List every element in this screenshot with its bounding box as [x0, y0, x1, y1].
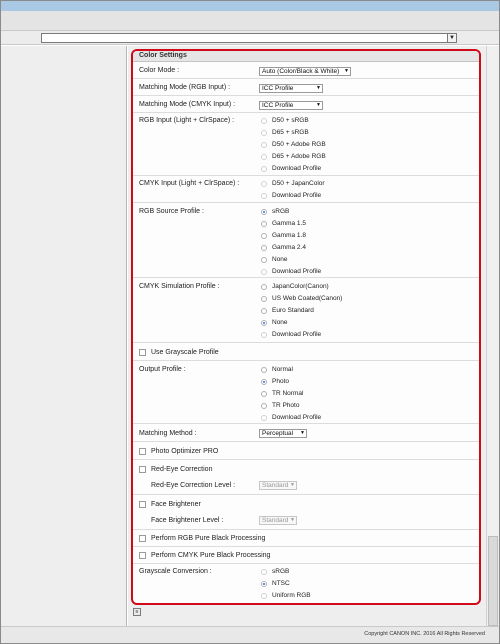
photo-optimizer-checkbox[interactable]	[139, 448, 146, 455]
radio-selected-icon[interactable]	[261, 581, 267, 587]
address-dropdown-icon[interactable]: ▼	[447, 34, 456, 42]
red-eye-level-select[interactable]	[259, 481, 297, 490]
row-rgb-pure-black	[133, 531, 479, 547]
matching-method-value: Perceptual	[262, 430, 294, 437]
radio-icon[interactable]	[261, 367, 267, 373]
matching-method-label: Matching Method :	[139, 430, 197, 437]
option-label: TR Normal	[272, 390, 304, 397]
red-eye-level-label: Red-Eye Correction Level :	[151, 482, 236, 489]
option-label: Normal	[272, 366, 293, 373]
option-label: D65 + sRGB	[272, 129, 309, 136]
row-cmyk-sim	[133, 279, 479, 343]
radio-icon[interactable]	[261, 257, 267, 263]
left-pane	[1, 46, 127, 626]
row-grayscale-conversion	[133, 565, 479, 605]
matching-method-select[interactable]	[259, 429, 307, 438]
option-label: TR Photo	[272, 402, 300, 409]
rgb-pure-black-label: Perform RGB Pure Black Processing	[151, 535, 266, 542]
row-matching-method	[133, 425, 479, 442]
title-bar	[1, 1, 499, 11]
radio-icon[interactable]	[261, 332, 267, 338]
row-face-brightener	[133, 496, 479, 530]
option-label: Download Profile	[272, 192, 322, 199]
option-label: Euro Standard	[272, 307, 314, 314]
face-brightener-label: Face Brightener	[151, 501, 201, 508]
radio-icon[interactable]	[261, 221, 267, 227]
radio-icon[interactable]	[261, 593, 267, 599]
radio-icon[interactable]	[261, 269, 267, 275]
option-label: NTSC	[272, 580, 290, 587]
option-label: D50 + JapanColor	[272, 180, 325, 187]
option-label: Uniform RGB	[272, 592, 311, 599]
row-matching-rgb	[133, 80, 479, 96]
color-mode-select[interactable]	[259, 67, 351, 76]
radio-selected-icon[interactable]	[261, 320, 267, 326]
status-bar	[1, 626, 499, 643]
use-grayscale-label: Use Grayscale Profile	[151, 349, 219, 356]
radio-icon[interactable]	[261, 154, 267, 160]
chevron-down-icon: ▼	[300, 430, 305, 436]
red-eye-label: Red-Eye Correction	[151, 466, 213, 473]
radio-icon[interactable]	[261, 118, 267, 124]
option-label: D65 + Adobe RGB	[272, 153, 326, 160]
option-label: Download Profile	[272, 331, 322, 338]
row-rgb-input	[133, 114, 479, 176]
option-label: Gamma 1.5	[272, 220, 306, 227]
face-brightener-checkbox[interactable]	[139, 501, 146, 508]
vertical-scrollbar[interactable]	[486, 46, 499, 626]
panel-header	[133, 51, 479, 62]
collapse-icon[interactable]: ≡	[133, 608, 141, 616]
cmyk-sim-label: CMYK Simulation Profile :	[139, 283, 220, 290]
option-label: Download Profile	[272, 165, 322, 172]
grayscale-conversion-label: Grayscale Conversion :	[139, 568, 212, 575]
row-photo-optimizer	[133, 443, 479, 460]
rgb-input-label: RGB Input (Light + ClrSpace) :	[139, 117, 235, 124]
use-grayscale-checkbox[interactable]	[139, 349, 146, 356]
address-select[interactable]	[41, 33, 457, 43]
radio-icon[interactable]	[261, 130, 267, 136]
option-label: Photo	[272, 378, 289, 385]
toolbar	[1, 11, 499, 31]
chevron-down-icon: ▼	[290, 482, 295, 488]
radio-icon[interactable]	[261, 181, 267, 187]
row-use-grayscale	[133, 344, 479, 361]
color-settings-panel	[131, 49, 481, 605]
address-row	[1, 31, 499, 45]
red-eye-level-value: Standard	[262, 482, 289, 489]
scrollbar-thumb[interactable]	[488, 536, 498, 626]
row-red-eye	[133, 461, 479, 495]
rgb-source-label: RGB Source Profile :	[139, 208, 204, 215]
option-label: US Web Coated(Canon)	[272, 295, 343, 302]
face-brightener-level-label: Face Brightener Level :	[151, 517, 224, 524]
matching-cmyk-label: Matching Mode (CMYK Input) :	[139, 101, 236, 108]
option-label: D50 + sRGB	[272, 117, 309, 124]
radio-icon[interactable]	[261, 296, 267, 302]
matching-rgb-value: ICC Profile	[262, 85, 294, 92]
option-label: Download Profile	[272, 414, 322, 421]
radio-icon[interactable]	[261, 142, 267, 148]
face-brightener-level-value: Standard	[262, 517, 289, 524]
photo-optimizer-label: Photo Optimizer PRO	[151, 448, 219, 455]
row-rgb-source	[133, 204, 479, 278]
radio-icon[interactable]	[261, 308, 267, 314]
matching-cmyk-select[interactable]	[259, 101, 323, 110]
red-eye-checkbox[interactable]	[139, 466, 146, 473]
option-label: Download Profile	[272, 268, 322, 275]
cmyk-pure-black-checkbox[interactable]	[139, 552, 146, 559]
option-label: JapanColor(Canon)	[272, 283, 329, 290]
radio-icon[interactable]	[261, 391, 267, 397]
cmyk-pure-black-label: Perform CMYK Pure Black Processing	[151, 552, 271, 559]
radio-icon[interactable]	[261, 245, 267, 251]
radio-icon[interactable]	[261, 403, 267, 409]
chevron-down-icon: ▼	[316, 102, 321, 108]
color-mode-label: Color Mode :	[139, 67, 180, 74]
option-label: Gamma 1.8	[272, 232, 306, 239]
option-label: sRGB	[272, 568, 290, 575]
chevron-down-icon: ▼	[290, 517, 295, 523]
row-matching-cmyk	[133, 97, 479, 113]
radio-icon[interactable]	[261, 193, 267, 199]
radio-icon[interactable]	[261, 233, 267, 239]
matching-rgb-select[interactable]	[259, 84, 323, 93]
radio-selected-icon[interactable]	[261, 379, 267, 385]
rgb-pure-black-checkbox[interactable]	[139, 535, 146, 542]
chevron-down-icon: ▼	[344, 68, 349, 74]
cmyk-input-label: CMYK Input (Light + ClrSpace) :	[139, 180, 240, 187]
option-label: Gamma 2.4	[272, 244, 306, 251]
option-label: None	[272, 256, 288, 263]
matching-rgb-label: Matching Mode (RGB Input) :	[139, 84, 231, 91]
radio-icon[interactable]	[261, 569, 267, 575]
chevron-down-icon: ▼	[316, 85, 321, 91]
output-profile-label: Output Profile :	[139, 366, 186, 373]
row-cmyk-pure-black	[133, 548, 479, 564]
face-brightener-level-select[interactable]	[259, 516, 297, 525]
option-label: None	[272, 319, 288, 326]
radio-selected-icon[interactable]	[261, 209, 267, 215]
row-color-mode	[133, 63, 479, 79]
option-label: sRGB	[272, 208, 290, 215]
copyright-text: Copyright CANON INC. 2016 All Rights Reserved	[364, 631, 485, 637]
matching-cmyk-value: ICC Profile	[262, 102, 294, 109]
panel-title: Color Settings	[139, 52, 187, 59]
row-cmyk-input	[133, 177, 479, 203]
row-output-profile	[133, 362, 479, 424]
radio-icon[interactable]	[261, 166, 267, 172]
radio-icon[interactable]	[261, 415, 267, 421]
option-label: D50 + Adobe RGB	[272, 141, 326, 148]
radio-icon[interactable]	[261, 284, 267, 290]
color-mode-value: Auto (Color/Black & White)	[262, 68, 340, 75]
